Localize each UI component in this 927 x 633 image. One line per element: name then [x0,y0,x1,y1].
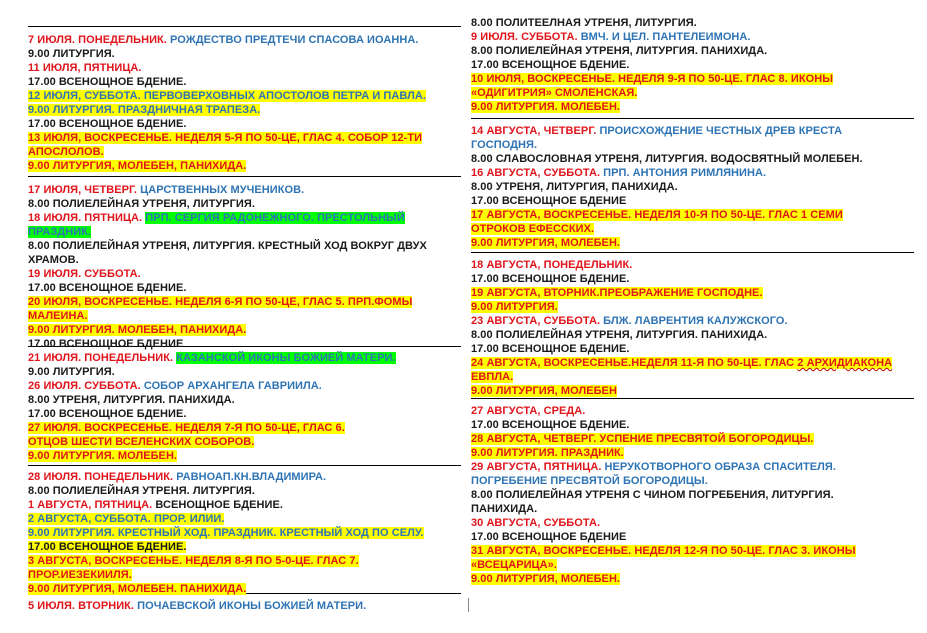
schedule-line [28,569,132,582]
schedule-line [471,503,537,516]
schedule-text: 29 АВГУСТА, ПЯТНИЦА. [471,461,605,473]
schedule-line [471,195,626,208]
schedule-line [28,118,186,131]
schedule-text: 8.00 ПОЛИЕЛЕЙНАЯ УТРЕНЯ С ЧИНОМ ПОГРЕБЕНИЯ, ЛИТУРГИЯ. [471,489,834,501]
schedule-text: БЛЖ. ЛАВРЕНТИЯ КАЛУЖСКОГО. [603,315,788,327]
schedule-text: ГОСПОДНЯ. [471,139,538,151]
schedule-text: ПРП. СЕРГИЯ РАДОНЕЖНОГО. ПРЕСТОЛЬНЫЙ [145,212,405,224]
schedule-text: 8.00 ПОЛИЕЛЕЙНАЯ УТРЕНЯ, ЛИТУРГИЯ. КРЕСТНЫЙ ХОД ВОКРУГ ДВУХ [28,240,427,252]
schedule-text: ПАНИХИДА. [471,503,538,515]
schedule-text: 8.00 УТРЕНЯ, ЛИТУРГИЯ, ПАНИХИДА. [471,181,678,193]
schedule-text: 18 ИЮЛЯ. ПЯТНИЦА. [28,212,146,224]
schedule-text: 9.00 ЛИТУРГИЯ, МОЛЕБЕН. [471,237,621,249]
divider [471,398,914,399]
schedule-text: ВСЕНОЩНОЕ БДЕНИЕ. [155,499,283,511]
schedule-line [28,226,91,239]
schedule-line [28,436,254,449]
schedule-line [471,125,842,138]
schedule-line [28,212,405,225]
divider [28,176,461,177]
schedule-line [471,59,629,72]
schedule-text: 8.00 ПОЛИЕЛЕЙНАЯ УТРЕНЯ, ЛИТУРГИЯ. [28,198,255,210]
schedule-text: 27 АВГУСТА, СРЕДА. [471,405,586,417]
schedule-text: ВМЧ. И ЦЕЛ. ПАНТЕЛЕИМОНА. [580,31,751,43]
schedule-line [471,209,843,222]
schedule-text: 17 АВГУСТА, ВОСКРЕСЕНЬЕ. НЕДЕЛЯ 10-Я ПО 50-ЦЕ. ГЛАС 1 СЕМИ [471,209,843,221]
schedule-text: 17.00 ВСЕНОЩНОЕ БДЕНИЕ. [471,59,630,71]
schedule-line [471,287,763,300]
schedule-line [28,104,260,117]
schedule-line [471,17,697,30]
schedule-text: ПРОИСХОЖДЕНИЕ ЧЕСТНЫХ ДРЕВ КРЕСТА [599,125,843,137]
schedule-text: ПОЧАЕВСКОЙ ИКОНЫ БОЖИЕЙ МАТЕРИ. [137,600,367,612]
schedule-text: 9.00 ЛИТУРГИЯ. ПРАЗДНИК. [471,447,624,459]
schedule-text: 8.00 ПОЛИЕЛЕЙНАЯ УТРЕНЯ. ЛИТУРГИЯ. [28,485,255,497]
schedule-text: 17.00 ВСЕНОЩНОЕ БДЕНИЕ [471,195,627,207]
schedule-line [28,240,427,253]
schedule-line [28,583,246,596]
schedule-text: 24 АВГУСТА, ВОСКРЕСЕНЬЕ.НЕДЕЛЯ 11-Я ПО 50-ЦЕ. ГЛАС [471,357,798,369]
schedule-text: 27 ИЮЛЯ. ВОСКРЕСЕНЬЕ. НЕДЕЛЯ 7-Я ПО 50-ЦЕ, ГЛАС 6. [28,422,345,434]
schedule-text: 20 ИЮЛЯ, ВОСКРЕСЕНЬЕ. НЕДЕЛЯ 6-Я ПО 50-ЦЕ, ГЛАС 5. ПРП.ФОМЫ [28,296,413,308]
schedule-line [28,184,304,197]
schedule-text: НЕРУКОТВОРНОГО ОБРАЗА СПАСИТЕЛЯ. [604,461,836,473]
schedule-line [471,405,585,418]
schedule-text: РАВНОАП.КН.ВЛАДИМИРА. [176,471,327,483]
schedule-text: «ОДИГИТРИЯ» СМОЛЕНСКАЯ. [471,87,638,99]
schedule-line [28,254,79,267]
schedule-text: 9.00 ЛИТУРГИЯ. [471,301,558,313]
divider [471,252,914,253]
schedule-line [28,198,255,211]
schedule-text: 2 АРХИДИАКОНА [797,357,893,369]
schedule-line [471,31,751,44]
schedule-text: 1 АВГУСТА, ПЯТНИЦА. [28,499,156,511]
schedule-text: 17 ИЮЛЯ, ЧЕТВЕРГ. [28,184,141,196]
schedule-text: 16 АВГУСТА, СУББОТА. [471,167,604,179]
schedule-line [28,352,396,365]
schedule-line [471,573,620,586]
schedule-line [471,517,600,530]
schedule-text: 9.00 ЛИТУРГИЯ, МОЛЕБЕН. ПАНИХИДА. [28,583,247,595]
schedule-text: 28 ИЮЛЯ. ПОНЕДЕЛЬНИК. [28,471,177,483]
schedule-text: ОТРОКОВ ЕФЕССКИХ. [471,223,595,235]
schedule-text: 17.00 ВСЕНОЩНОЕ БДЕНИЕ. [28,118,187,130]
schedule-line [28,34,418,47]
schedule-text: 17.00 ВСЕНОЩНОЕ БДЕНИЕ [28,338,184,350]
schedule-text: 8.00 СЛАВОСЛОВНАЯ УТРЕНЯ, ЛИТУРГИЯ. ВОДОСВЯТНЫЙ МОЛЕБЕН. [471,153,863,165]
schedule-line [471,545,856,558]
schedule-text: ПРАЗДНИК. [28,226,92,238]
schedule-line [471,329,767,342]
schedule-line [471,273,629,286]
divider [471,118,914,119]
schedule-text: 17.00 ВСЕНОЩНОЕ БДЕНИЕ. [471,273,630,285]
schedule-text: АПОСЛОЛОВ. [28,146,104,158]
schedule-line [471,419,629,432]
schedule-text: 9.00 ЛИТУРГИЯ. МОЛЕБЕН, ПАНИХИДА. [28,324,247,336]
schedule-line [471,357,892,370]
schedule-text: 2 АВГУСТА, СУББОТА. ПРОР. ИЛИИ. [28,513,225,525]
schedule-text: «ВСЕЦАРИЦА». [471,559,557,571]
schedule-text: 10 ИЮЛЯ, ВОСКРЕСЕНЬЕ. НЕДЕЛЯ 9-Я ПО 50-ЦЕ. ГЛАС 8. ИКОНЫ [471,73,834,85]
schedule-line [28,268,141,281]
schedule-line [28,62,142,75]
schedule-line [471,559,557,572]
schedule-text: МАЛЕИНА. [28,310,88,322]
schedule-text: 28 АВГУСТА, ЧЕТВЕРГ. УСПЕНИЕ ПРЕСВЯТОЙ БОГОРОДИЦЫ. [471,433,814,445]
schedule-line [471,301,558,314]
schedule-line [28,527,424,540]
schedule-text: 9 ИЮЛЯ. СУББОТА. [471,31,581,43]
schedule-line [471,139,537,152]
schedule-line [28,338,183,351]
schedule-text: 9.00 ЛИТУРГИЯ. МОЛЕБЕН. [28,450,178,462]
schedule-line [28,394,235,407]
schedule-text: 9.00 ЛИТУРГИЯ. [28,48,115,60]
schedule-line [28,282,186,295]
schedule-line [28,366,115,379]
schedule-line [28,48,115,61]
schedule-text: 19 АВГУСТА, ВТОРНИК.ПРЕОБРАЖЕНИЕ ГОСПОДНЕ. [471,287,763,299]
schedule-line [471,315,788,328]
schedule-line [28,499,283,512]
schedule-line [471,223,594,236]
schedule-text: 19 ИЮЛЯ. СУББОТА. [28,268,141,280]
schedule-line [28,296,412,309]
schedule-text: ПОГРЕБЕНИЕ ПРЕСВЯТОЙ БОГОРОДИЦЫ. [471,475,708,487]
schedule-text: 12 ИЮЛЯ, СУББОТА. ПЕРВОВЕРХОВНЫХ АПОСТОЛОВ ПЕТРА И ПАВЛА. [28,90,426,102]
schedule-text: ОТЦОВ ШЕСТИ ВСЕЛЕНСКИХ СОБОРОВ. [28,436,255,448]
schedule-text: 8.00 ПОЛИЕЛЕЙНАЯ УТРЕНЯ, ЛИТУРГИЯ. ПАНИХИДА. [471,45,768,57]
schedule-line [471,385,617,398]
schedule-text: 8.00 ПОЛИТЕЕЛНАЯ УТРЕНЯ, ЛИТУРГИЯ. [471,17,697,29]
schedule-line [471,433,814,446]
schedule-text: 8.00 УТРЕНЯ, ЛИТУРГИЯ. ПАНИХИДА. [28,394,235,406]
schedule-text: СОБОР АРХАНГЕЛА ГАВРИИЛА. [143,380,322,392]
schedule-line [28,555,359,568]
schedule-line [28,90,426,103]
schedule-text: 9.00 ЛИТУРГИЯ. МОЛЕБЕН. [471,101,621,113]
schedule-text: ПРП. АНТОНИЯ РИМЛЯНИНА. [603,167,767,179]
schedule-text: 9.00 ЛИТУРГИЯ, МОЛЕБЕН [471,385,617,397]
schedule-text: 17.00 ВСЕНОЩНОЕ БДЕНИЕ. [471,343,630,355]
schedule-text: 30 АВГУСТА, СУББОТА. [471,517,601,529]
schedule-line [471,87,637,100]
schedule-line [28,324,246,337]
schedule-text: 17.00 ВСЕНОЩНОЕ БДЕНИЕ. [471,419,630,431]
schedule-line [471,45,767,58]
schedule-text: 23 АВГУСТА, СУББОТА. [471,315,604,327]
schedule-line [471,475,708,488]
schedule-text: 21 ИЮЛЯ. ПОНЕДЕЛЬНИК. [28,352,177,364]
schedule-line [471,489,834,502]
schedule-line [471,531,626,544]
schedule-line [28,146,104,159]
schedule-text: 26 ИЮЛЯ. СУББОТА. [28,380,144,392]
schedule-line [471,181,678,194]
schedule-text: 17.00 ВСЕНОЩНОЕ БДЕНИЕ. [28,282,187,294]
schedule-text: 17.00 ВСЕНОЩНОЕ БДЕНИЕ. [28,408,187,420]
schedule-line [28,450,177,463]
schedule-text: ХРАМОВ. [28,254,79,266]
text-cursor [468,598,469,612]
schedule-text: 9.00 ЛИТУРГИЯ. ПРАЗДНИЧНАЯ ТРАПЕЗА. [28,104,261,116]
schedule-line [28,422,345,435]
schedule-line [471,259,632,272]
schedule-text: 11 ИЮЛЯ, ПЯТНИЦА. [28,62,142,74]
schedule-text: 17.00 ВСЕНОЩНОЕ БДЕНИЕ. [28,541,187,553]
schedule-line [28,408,186,421]
schedule-line [28,380,322,393]
schedule-line [28,541,186,554]
schedule-line [471,461,836,474]
schedule-text: 13 ИЮЛЯ, ВОСКРЕСЕНЬЕ. НЕДЕЛЯ 5-Я ПО 50-ЦЕ, ГЛАС 4. СОБОР 12-ТИ [28,132,423,144]
schedule-line [471,343,629,356]
schedule-text: 5 ИЮЛЯ. ВТОРНИК. [28,600,138,612]
schedule-line [471,167,766,180]
schedule-line [28,471,326,484]
schedule-text: ЕВПЛА. [471,371,514,383]
schedule-line [28,160,246,173]
schedule-line [471,101,620,114]
divider [28,465,461,466]
schedule-text: 9.00 ЛИТУРГИЯ, МОЛЕБЕН. [471,573,621,585]
schedule-line [28,310,88,323]
schedule-text: 3 АВГУСТА, ВОСКРЕСЕНЬЕ. НЕДЕЛЯ 8-Я ПО 5-0-ЦЕ. ГЛАС 7. [28,555,359,567]
schedule-text: РОЖДЕСТВО ПРЕДТЕЧИ СПАСОВА ИОАННА. [170,34,419,46]
schedule-line [471,237,620,250]
schedule-line [28,76,186,89]
schedule-text: 14 АВГУСТА, ЧЕТВЕРГ. [471,125,600,137]
schedule-line [28,132,422,145]
schedule-text: 7 ИЮЛЯ. ПОНЕДЕЛЬНИК. [28,34,171,46]
schedule-text: 9.00 ЛИТУРГИЯ. КРЕСТНЫЙ ХОД. ПРАЗДНИК. КРЕСТНЫЙ ХОД ПО СЕЛУ. [28,527,424,539]
schedule-text: 9.00 ЛИТУРГИЯ. [28,366,115,378]
schedule-text: ЦАРСТВЕННЫХ МУЧЕНИКОВ. [140,184,305,196]
schedule-text: 8.00 ПОЛИЕЛЕЙНАЯ УТРЕНЯ, ЛИТУРГИЯ. ПАНИХИДА. [471,329,768,341]
schedule-text: КАЗАНСКОЙ ИКОНЫ БОЖИЕЙ МАТЕРИ. [176,352,396,364]
schedule-line [28,513,224,526]
schedule-text: 31 АВГУСТА, ВОСКРЕСЕНЬЕ. НЕДЕЛЯ 12-Я ПО 50-ЦЕ. ГЛАС 3. ИКОНЫ [471,545,856,557]
schedule-line [28,600,366,613]
divider [28,26,461,27]
schedule-text: 17.00 ВСЕНОЩНОЕ БДЕНИЕ. [28,76,187,88]
schedule-line [471,153,863,166]
schedule-text: 18 АВГУСТА, ПОНЕДЕЛЬНИК. [471,259,633,271]
schedule-line [471,447,624,460]
schedule-line [471,371,513,384]
schedule-text: 17.00 ВСЕНОЩНОЕ БДЕНИЕ [471,531,627,543]
schedule-text: 9.00 ЛИТУРГИЯ, МОЛЕБЕН, ПАНИХИДА. [28,160,247,172]
schedule-text: ПРОР.ИЕЗЕКИИЛЯ. [28,569,132,581]
schedule-line [28,485,255,498]
schedule-line [471,73,833,86]
